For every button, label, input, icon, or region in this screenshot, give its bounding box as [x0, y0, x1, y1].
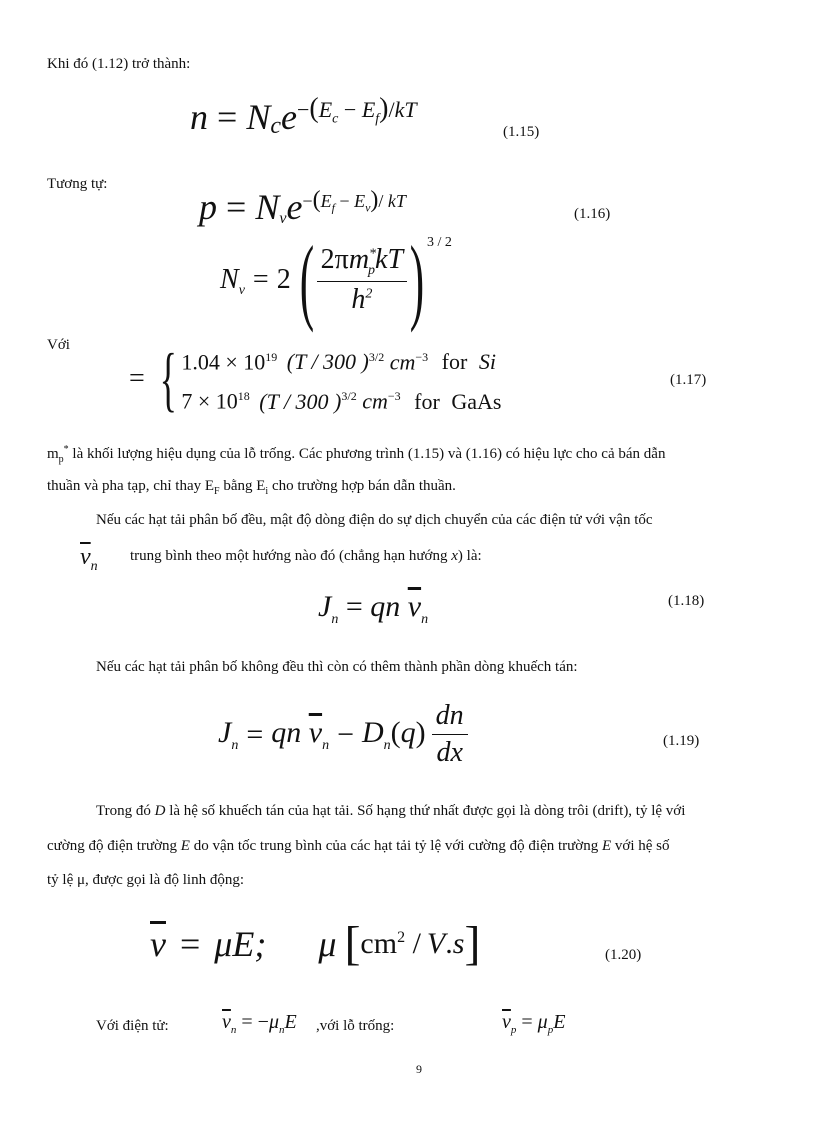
equation-number: (1.15) — [503, 124, 540, 140]
text-line: tỷ lệ μ, được gọi là độ linh động: — [47, 872, 244, 888]
value: 7 × 10 — [181, 388, 238, 414]
material: GaAs — [451, 388, 502, 414]
text: E — [180, 838, 190, 854]
text-line: Nếu các hạt tải phân bố không đều thì còn có thêm thành phần dòng khuếch tán: — [96, 659, 578, 675]
value: (T / 300 ) — [286, 349, 369, 375]
unit: cm — [389, 349, 416, 375]
value: −3 — [415, 350, 429, 364]
text-line: Tương tự: — [47, 176, 108, 192]
material: Si — [478, 349, 496, 375]
equation-vp: $\overline{v}_p = \mu_pE$ — [502, 1011, 566, 1036]
value: 19 — [265, 350, 278, 364]
value: (T / 300 ) — [259, 388, 342, 414]
text-line: Với điện tử: — [96, 1018, 169, 1034]
text-line: ,với lỗ trống: — [316, 1018, 395, 1034]
equation-1-16: $p = N_ve^{-(E_f - E_v)/ kT}$ — [199, 186, 406, 228]
text: là khối lượng hiệu dụng của lỗ trống. Các phương trình (1.15) và (1.16) có hiệu lực cho cả bán dẫn — [68, 446, 666, 462]
text: * — [63, 444, 69, 455]
text: D — [154, 803, 166, 819]
equation-number: (1.18) — [668, 593, 705, 609]
text: trung bình theo một hướng nào đó (chẳng hạn hướng — [130, 548, 452, 564]
value: 3/2 — [341, 389, 357, 404]
equation-vn: $\overline{v}_n = -\mu_nE$ — [222, 1011, 297, 1036]
text: E — [601, 838, 612, 854]
text: do vận tốc trung bình của các hạt tải tỷ lệ với cường độ điện trường — [189, 838, 602, 854]
text-line — [130, 548, 482, 565]
value: 3/2 — [368, 350, 385, 364]
symbol-vn-bar: $\overline{v}_n$ — [80, 544, 98, 574]
text-line — [47, 444, 665, 465]
value: 18 — [237, 389, 250, 404]
text: i — [265, 486, 269, 497]
text: x — [451, 548, 458, 564]
equation-number: (1.16) — [574, 206, 611, 222]
equation-1-15: $n = N_ce^{-(E_c - E_f)/kT}$ — [190, 92, 417, 140]
text-line — [47, 478, 456, 497]
text-line: Khi đó (1.12) trở thành: — [47, 56, 191, 72]
equation-number: (1.20) — [605, 947, 642, 963]
text: ) là: — [457, 548, 482, 564]
text: cho trường hợp bán dẫn thuần. — [268, 478, 456, 494]
text-line: Với — [47, 337, 70, 353]
equation-1-18: $J_n$ = qn $\overline{v}_n$ — [318, 590, 429, 627]
text: cường độ điện trường — [47, 838, 181, 854]
value: −3 — [387, 389, 401, 404]
text: Trong đó — [96, 803, 155, 819]
equation-1-19: $J_n$ = qn $\overline{v}_n$ − $D_n(q)$ $\frac{dn}{dx}$ — [218, 700, 468, 769]
text: bằng E — [219, 478, 266, 494]
value: 1.04 × 10 — [181, 349, 266, 375]
text: với hệ số — [611, 838, 670, 854]
page-number: 9 — [416, 1062, 422, 1076]
text-line — [96, 803, 685, 820]
text-line — [47, 838, 670, 855]
equation-number: (1.17) — [670, 372, 707, 388]
equation-1-17: = { $1.04 \times 10^{19}$ (T / 300 )$^{3/2}$ $cm^{-3}$ for Si $7 \times 10^{18}$ (T / 300 )$^{3/2}$ $cm^{-3}$ for GaAs — [129, 339, 502, 420]
label: for — [414, 388, 440, 414]
equation-1-20: $\overline{v}$ = μE; μ [ $cm^2$ / V . s ] — [150, 917, 481, 970]
text: thuần và pha tạp, chỉ thay E — [47, 478, 215, 494]
unit: cm — [362, 388, 388, 414]
text: p — [58, 454, 64, 465]
equation-number: (1.19) — [663, 733, 700, 749]
text: F — [214, 486, 220, 497]
text-line: Nếu các hạt tải phân bố đều, mật độ dòng điện do sự dịch chuyển của các điện tử với vận tốc — [96, 512, 653, 528]
label: for — [441, 349, 468, 375]
text: m — [47, 446, 59, 462]
equation-nv: N v = 2 ( $\frac{2\pi m^*_pkT}{h^2}$ ) 3 / 2 — [220, 226, 452, 333]
text: là hệ số khuếch tán của hạt tải. Số hạng thứ nhất được gọi là dòng trôi (drift), tỷ lệ với — [165, 803, 686, 819]
